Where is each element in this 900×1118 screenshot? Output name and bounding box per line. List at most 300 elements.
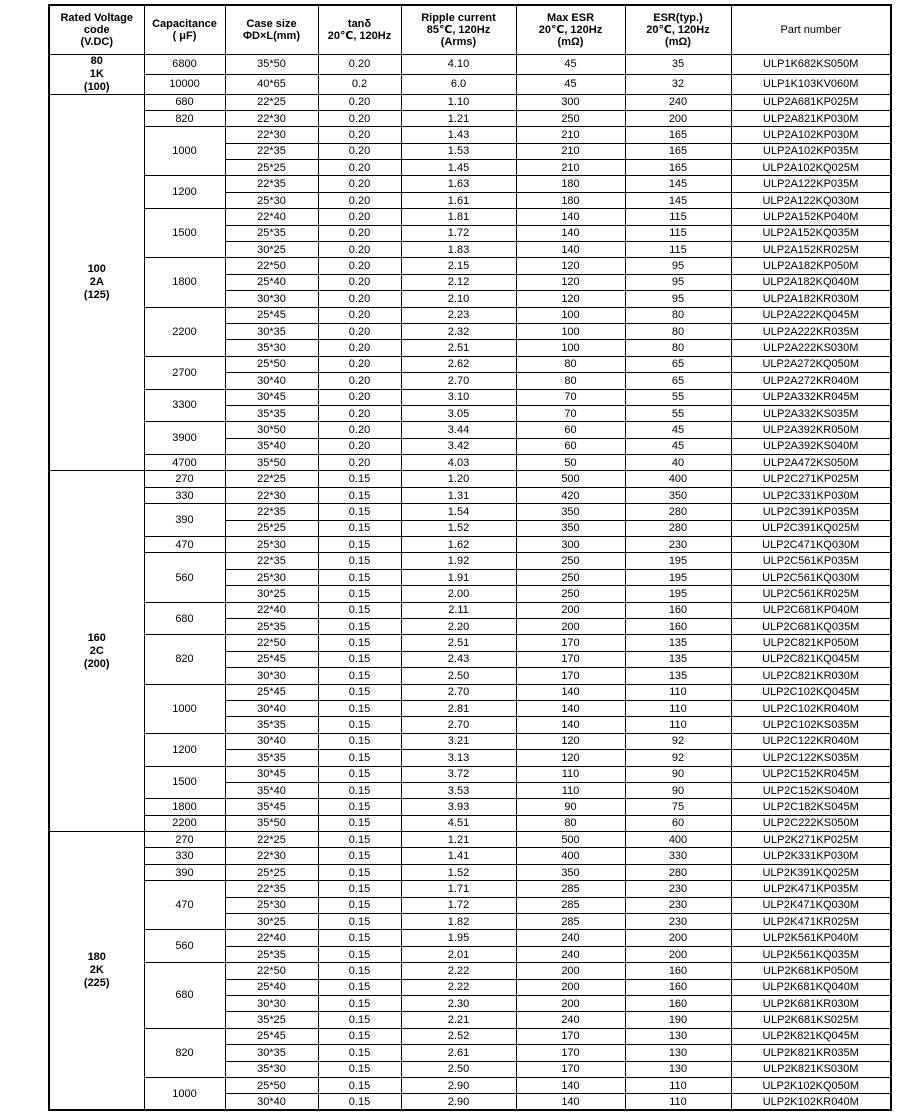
table-row xyxy=(49,127,891,143)
capacitance-cell: 1500 xyxy=(144,209,225,258)
ripple-current-cell: 2.11 xyxy=(401,602,516,618)
rated-voltage-cell: 100 2A (125) xyxy=(49,94,144,471)
header-part-number: Part number xyxy=(731,5,891,54)
case-size-cell: 22*30 xyxy=(225,127,318,143)
tan-delta-cell: 0.20 xyxy=(318,356,401,372)
capacitor-spec-table xyxy=(48,4,892,1111)
tan-delta-cell: 0.20 xyxy=(318,192,401,208)
ripple-current-cell: 1.52 xyxy=(401,864,516,880)
capacitance-cell: 2700 xyxy=(144,356,225,389)
case-size-cell: 30*25 xyxy=(225,914,318,930)
part-number-cell: ULP1K103KV060M xyxy=(731,74,891,94)
capacitance-cell: 470 xyxy=(144,537,225,553)
ripple-current-cell: 1.92 xyxy=(401,553,516,569)
capacitance-cell: 6800 xyxy=(144,54,225,74)
esr-typ-cell: 130 xyxy=(625,1061,731,1077)
esr-typ-cell: 190 xyxy=(625,1012,731,1028)
case-size-cell: 30*25 xyxy=(225,242,318,258)
esr-typ-cell: 195 xyxy=(625,586,731,602)
table-row xyxy=(49,602,891,618)
ripple-current-cell: 1.95 xyxy=(401,930,516,946)
esr-typ-cell: 135 xyxy=(625,635,731,651)
capacitance-cell: 270 xyxy=(144,471,225,487)
tan-delta-cell: 0.15 xyxy=(318,619,401,635)
max-esr-cell: 200 xyxy=(516,963,625,979)
part-number-cell: ULP2A332KR045M xyxy=(731,389,891,405)
max-esr-cell: 250 xyxy=(516,110,625,126)
case-size-cell: 35*50 xyxy=(225,815,318,831)
esr-typ-cell: 65 xyxy=(625,356,731,372)
max-esr-cell: 45 xyxy=(516,54,625,74)
max-esr-cell: 350 xyxy=(516,520,625,536)
esr-typ-cell: 230 xyxy=(625,897,731,913)
esr-typ-cell: 160 xyxy=(625,963,731,979)
max-esr-cell: 170 xyxy=(516,1028,625,1044)
tan-delta-cell: 0.20 xyxy=(318,455,401,471)
case-size-cell: 22*40 xyxy=(225,930,318,946)
max-esr-cell: 80 xyxy=(516,815,625,831)
table-row xyxy=(49,389,891,405)
esr-typ-cell: 350 xyxy=(625,487,731,503)
esr-typ-cell: 55 xyxy=(625,389,731,405)
tan-delta-cell: 0.15 xyxy=(318,487,401,503)
case-size-cell: 22*25 xyxy=(225,94,318,110)
esr-typ-cell: 280 xyxy=(625,504,731,520)
header-row xyxy=(49,5,891,54)
case-size-cell: 35*45 xyxy=(225,799,318,815)
esr-typ-cell: 80 xyxy=(625,340,731,356)
tan-delta-cell: 0.15 xyxy=(318,602,401,618)
max-esr-cell: 250 xyxy=(516,569,625,585)
max-esr-cell: 120 xyxy=(516,274,625,290)
header-max-esr: Max ESR 20℃, 120Hz (mΩ) xyxy=(516,5,625,54)
part-number-cell: ULP2A222KS030M xyxy=(731,340,891,356)
capacitance-cell: 680 xyxy=(144,963,225,1029)
ripple-current-cell: 1.52 xyxy=(401,520,516,536)
case-size-cell: 30*30 xyxy=(225,668,318,684)
tan-delta-cell: 0.15 xyxy=(318,1012,401,1028)
esr-typ-cell: 115 xyxy=(625,209,731,225)
case-size-cell: 35*30 xyxy=(225,1061,318,1077)
ripple-current-cell: 1.62 xyxy=(401,537,516,553)
tan-delta-cell: 0.15 xyxy=(318,930,401,946)
max-esr-cell: 170 xyxy=(516,1045,625,1061)
ripple-current-cell: 2.15 xyxy=(401,258,516,274)
esr-typ-cell: 400 xyxy=(625,471,731,487)
tan-delta-cell: 0.15 xyxy=(318,815,401,831)
part-number-cell: ULP2C681KQ035M xyxy=(731,619,891,635)
part-number-cell: ULP2C391KQ025M xyxy=(731,520,891,536)
tan-delta-cell: 0.15 xyxy=(318,832,401,848)
max-esr-cell: 170 xyxy=(516,668,625,684)
max-esr-cell: 200 xyxy=(516,995,625,1011)
max-esr-cell: 120 xyxy=(516,291,625,307)
max-esr-cell: 350 xyxy=(516,864,625,880)
max-esr-cell: 120 xyxy=(516,750,625,766)
table-row xyxy=(49,307,891,323)
table-row xyxy=(49,553,891,569)
tan-delta-cell: 0.15 xyxy=(318,651,401,667)
capacitance-cell: 2200 xyxy=(144,307,225,356)
ripple-current-cell: 1.21 xyxy=(401,110,516,126)
ripple-current-cell: 4.03 xyxy=(401,455,516,471)
tan-delta-cell: 0.20 xyxy=(318,291,401,307)
esr-typ-cell: 195 xyxy=(625,553,731,569)
esr-typ-cell: 165 xyxy=(625,160,731,176)
max-esr-cell: 80 xyxy=(516,356,625,372)
capacitance-cell: 680 xyxy=(144,602,225,635)
tan-delta-cell: 0.15 xyxy=(318,979,401,995)
part-number-cell: ULP2A272KR040M xyxy=(731,373,891,389)
case-size-cell: 22*25 xyxy=(225,471,318,487)
ripple-current-cell: 1.91 xyxy=(401,569,516,585)
capacitance-cell: 820 xyxy=(144,1028,225,1077)
case-size-cell: 22*35 xyxy=(225,143,318,159)
table-row xyxy=(49,110,891,126)
table-row xyxy=(49,1077,891,1093)
case-size-cell: 22*40 xyxy=(225,602,318,618)
tan-delta-cell: 0.15 xyxy=(318,684,401,700)
rated-voltage-cell: 180 2K (225) xyxy=(49,832,144,1111)
case-size-cell: 25*25 xyxy=(225,864,318,880)
rated-voltage-cell: 160 2C (200) xyxy=(49,471,144,832)
case-size-cell: 22*30 xyxy=(225,487,318,503)
ripple-current-cell: 2.22 xyxy=(401,979,516,995)
case-size-cell: 30*40 xyxy=(225,373,318,389)
part-number-cell: ULP2A182KP050M xyxy=(731,258,891,274)
ripple-current-cell: 2.90 xyxy=(401,1077,516,1093)
table-row xyxy=(49,537,891,553)
case-size-cell: 30*30 xyxy=(225,995,318,1011)
table-row xyxy=(49,733,891,749)
esr-typ-cell: 90 xyxy=(625,766,731,782)
esr-typ-cell: 110 xyxy=(625,717,731,733)
ripple-current-cell: 2.12 xyxy=(401,274,516,290)
table-row xyxy=(49,209,891,225)
ripple-current-cell: 1.61 xyxy=(401,192,516,208)
part-number-cell: ULP2C102KS035M xyxy=(731,717,891,733)
tan-delta-cell: 0.15 xyxy=(318,717,401,733)
case-size-cell: 35*25 xyxy=(225,1012,318,1028)
header-rated-voltage: Rated Voltage code (V.DC) xyxy=(49,5,144,54)
max-esr-cell: 120 xyxy=(516,258,625,274)
part-number-cell: ULP2A122KQ030M xyxy=(731,192,891,208)
case-size-cell: 35*35 xyxy=(225,405,318,421)
max-esr-cell: 140 xyxy=(516,1094,625,1110)
ripple-current-cell: 2.23 xyxy=(401,307,516,323)
case-size-cell: 25*45 xyxy=(225,1028,318,1044)
tan-delta-cell: 0.20 xyxy=(318,143,401,159)
tan-delta-cell: 0.15 xyxy=(318,504,401,520)
esr-typ-cell: 110 xyxy=(625,1094,731,1110)
esr-typ-cell: 90 xyxy=(625,782,731,798)
table-row xyxy=(49,455,891,471)
capacitance-cell: 390 xyxy=(144,864,225,880)
tan-delta-cell: 0.15 xyxy=(318,700,401,716)
tan-delta-cell: 0.20 xyxy=(318,54,401,74)
esr-typ-cell: 45 xyxy=(625,438,731,454)
part-number-cell: ULP2A182KQ040M xyxy=(731,274,891,290)
case-size-cell: 25*35 xyxy=(225,619,318,635)
tan-delta-cell: 0.15 xyxy=(318,897,401,913)
tan-delta-cell: 0.15 xyxy=(318,782,401,798)
max-esr-cell: 420 xyxy=(516,487,625,503)
ripple-current-cell: 2.10 xyxy=(401,291,516,307)
esr-typ-cell: 110 xyxy=(625,700,731,716)
part-number-cell: ULP2C561KP035M xyxy=(731,553,891,569)
ripple-current-cell: 2.81 xyxy=(401,700,516,716)
tan-delta-cell: 0.15 xyxy=(318,471,401,487)
part-number-cell: ULP2C471KQ030M xyxy=(731,537,891,553)
case-size-cell: 25*30 xyxy=(225,569,318,585)
ripple-current-cell: 1.20 xyxy=(401,471,516,487)
ripple-current-cell: 4.51 xyxy=(401,815,516,831)
ripple-current-cell: 1.54 xyxy=(401,504,516,520)
max-esr-cell: 300 xyxy=(516,94,625,110)
tan-delta-cell: 0.20 xyxy=(318,258,401,274)
capacitance-cell: 1000 xyxy=(144,684,225,733)
esr-typ-cell: 55 xyxy=(625,405,731,421)
max-esr-cell: 140 xyxy=(516,700,625,716)
part-number-cell: ULP2A821KP030M xyxy=(731,110,891,126)
esr-typ-cell: 145 xyxy=(625,192,731,208)
ripple-current-cell: 3.13 xyxy=(401,750,516,766)
max-esr-cell: 70 xyxy=(516,389,625,405)
table-row xyxy=(49,815,891,831)
part-number-cell: ULP2K391KQ025M xyxy=(731,864,891,880)
ripple-current-cell: 3.93 xyxy=(401,799,516,815)
table-row xyxy=(49,864,891,880)
esr-typ-cell: 35 xyxy=(625,54,731,74)
max-esr-cell: 170 xyxy=(516,651,625,667)
tan-delta-cell: 0.20 xyxy=(318,323,401,339)
ripple-current-cell: 2.51 xyxy=(401,635,516,651)
part-number-cell: ULP2A122KP035M xyxy=(731,176,891,192)
ripple-current-cell: 1.81 xyxy=(401,209,516,225)
esr-typ-cell: 110 xyxy=(625,684,731,700)
max-esr-cell: 300 xyxy=(516,537,625,553)
capacitance-cell: 3900 xyxy=(144,422,225,455)
max-esr-cell: 285 xyxy=(516,914,625,930)
table-row xyxy=(49,422,891,438)
max-esr-cell: 400 xyxy=(516,848,625,864)
case-size-cell: 30*35 xyxy=(225,1045,318,1061)
table-row xyxy=(49,1028,891,1044)
part-number-cell: ULP2C391KP035M xyxy=(731,504,891,520)
part-number-cell: ULP2K331KP030M xyxy=(731,848,891,864)
ripple-current-cell: 2.43 xyxy=(401,651,516,667)
esr-typ-cell: 165 xyxy=(625,127,731,143)
max-esr-cell: 90 xyxy=(516,799,625,815)
ripple-current-cell: 2.22 xyxy=(401,963,516,979)
table-row xyxy=(49,176,891,192)
tan-delta-cell: 0.20 xyxy=(318,94,401,110)
capacitance-cell: 560 xyxy=(144,930,225,963)
table-row xyxy=(49,766,891,782)
capacitance-cell: 1000 xyxy=(144,1077,225,1110)
tan-delta-cell: 0.20 xyxy=(318,176,401,192)
tan-delta-cell: 0.15 xyxy=(318,881,401,897)
max-esr-cell: 170 xyxy=(516,635,625,651)
capacitance-cell: 1000 xyxy=(144,127,225,176)
max-esr-cell: 50 xyxy=(516,455,625,471)
ripple-current-cell: 1.83 xyxy=(401,242,516,258)
ripple-current-cell: 2.50 xyxy=(401,668,516,684)
ripple-current-cell: 1.31 xyxy=(401,487,516,503)
esr-typ-cell: 80 xyxy=(625,323,731,339)
max-esr-cell: 180 xyxy=(516,176,625,192)
tan-delta-cell: 0.15 xyxy=(318,1061,401,1077)
part-number-cell: ULP2A332KS035M xyxy=(731,405,891,421)
table-row xyxy=(49,504,891,520)
esr-typ-cell: 95 xyxy=(625,258,731,274)
esr-typ-cell: 135 xyxy=(625,668,731,684)
esr-typ-cell: 92 xyxy=(625,733,731,749)
case-size-cell: 22*50 xyxy=(225,258,318,274)
max-esr-cell: 240 xyxy=(516,930,625,946)
case-size-cell: 25*30 xyxy=(225,897,318,913)
max-esr-cell: 120 xyxy=(516,733,625,749)
max-esr-cell: 200 xyxy=(516,602,625,618)
tan-delta-cell: 0.20 xyxy=(318,307,401,323)
ripple-current-cell: 3.53 xyxy=(401,782,516,798)
esr-typ-cell: 195 xyxy=(625,569,731,585)
case-size-cell: 30*35 xyxy=(225,323,318,339)
esr-typ-cell: 95 xyxy=(625,274,731,290)
esr-typ-cell: 130 xyxy=(625,1028,731,1044)
capacitance-cell: 2200 xyxy=(144,815,225,831)
part-number-cell: ULP2A152KR025M xyxy=(731,242,891,258)
tan-delta-cell: 0.15 xyxy=(318,520,401,536)
tan-delta-cell: 0.15 xyxy=(318,668,401,684)
case-size-cell: 35*40 xyxy=(225,782,318,798)
max-esr-cell: 60 xyxy=(516,438,625,454)
ripple-current-cell: 2.70 xyxy=(401,684,516,700)
max-esr-cell: 170 xyxy=(516,1061,625,1077)
tan-delta-cell: 0.15 xyxy=(318,733,401,749)
tan-delta-cell: 0.20 xyxy=(318,110,401,126)
max-esr-cell: 140 xyxy=(516,717,625,733)
case-size-cell: 30*50 xyxy=(225,422,318,438)
max-esr-cell: 285 xyxy=(516,881,625,897)
esr-typ-cell: 135 xyxy=(625,651,731,667)
max-esr-cell: 45 xyxy=(516,74,625,94)
capacitance-cell: 560 xyxy=(144,553,225,602)
tan-delta-cell: 0.20 xyxy=(318,389,401,405)
ripple-current-cell: 1.41 xyxy=(401,848,516,864)
tan-delta-cell: 0.15 xyxy=(318,750,401,766)
case-size-cell: 25*50 xyxy=(225,356,318,372)
tan-delta-cell: 0.20 xyxy=(318,340,401,356)
max-esr-cell: 80 xyxy=(516,373,625,389)
tan-delta-cell: 0.20 xyxy=(318,438,401,454)
ripple-current-cell: 2.20 xyxy=(401,619,516,635)
max-esr-cell: 350 xyxy=(516,504,625,520)
part-number-cell: ULP2A472KS050M xyxy=(731,455,891,471)
ripple-current-cell: 2.01 xyxy=(401,946,516,962)
ripple-current-cell: 2.51 xyxy=(401,340,516,356)
esr-typ-cell: 230 xyxy=(625,881,731,897)
tan-delta-cell: 0.20 xyxy=(318,225,401,241)
max-esr-cell: 140 xyxy=(516,684,625,700)
table-row xyxy=(49,94,891,110)
case-size-cell: 30*45 xyxy=(225,766,318,782)
capacitance-cell: 470 xyxy=(144,881,225,930)
ripple-current-cell: 2.52 xyxy=(401,1028,516,1044)
max-esr-cell: 210 xyxy=(516,127,625,143)
case-size-cell: 40*65 xyxy=(225,74,318,94)
ripple-current-cell: 3.44 xyxy=(401,422,516,438)
tan-delta-cell: 0.20 xyxy=(318,160,401,176)
part-number-cell: ULP2K102KQ050M xyxy=(731,1077,891,1093)
case-size-cell: 25*35 xyxy=(225,946,318,962)
ripple-current-cell: 1.72 xyxy=(401,225,516,241)
case-size-cell: 30*40 xyxy=(225,733,318,749)
tan-delta-cell: 0.15 xyxy=(318,569,401,585)
capacitance-cell: 820 xyxy=(144,110,225,126)
tan-delta-cell: 0.15 xyxy=(318,848,401,864)
case-size-cell: 25*25 xyxy=(225,160,318,176)
tan-delta-cell: 0.20 xyxy=(318,373,401,389)
ripple-current-cell: 2.90 xyxy=(401,1094,516,1110)
table-row xyxy=(49,487,891,503)
tan-delta-cell: 0.15 xyxy=(318,1094,401,1110)
case-size-cell: 22*35 xyxy=(225,176,318,192)
esr-typ-cell: 165 xyxy=(625,143,731,159)
case-size-cell: 35*50 xyxy=(225,54,318,74)
ripple-current-cell: 2.62 xyxy=(401,356,516,372)
part-number-cell: ULP2C681KP040M xyxy=(731,602,891,618)
esr-typ-cell: 75 xyxy=(625,799,731,815)
tan-delta-cell: 0.15 xyxy=(318,1045,401,1061)
ripple-current-cell: 6.0 xyxy=(401,74,516,94)
part-number-cell: ULP2K102KR040M xyxy=(731,1094,891,1110)
case-size-cell: 35*40 xyxy=(225,438,318,454)
esr-typ-cell: 45 xyxy=(625,422,731,438)
esr-typ-cell: 40 xyxy=(625,455,731,471)
part-number-cell: ULP2A152KQ035M xyxy=(731,225,891,241)
tan-delta-cell: 0.15 xyxy=(318,553,401,569)
part-number-cell: ULP2A392KS040M xyxy=(731,438,891,454)
capacitance-cell: 680 xyxy=(144,94,225,110)
capacitance-cell: 1500 xyxy=(144,766,225,799)
ripple-current-cell: 1.71 xyxy=(401,881,516,897)
case-size-cell: 30*45 xyxy=(225,389,318,405)
tan-delta-cell: 0.20 xyxy=(318,274,401,290)
table-row xyxy=(49,881,891,897)
esr-typ-cell: 200 xyxy=(625,930,731,946)
tan-delta-cell: 0.20 xyxy=(318,405,401,421)
ripple-current-cell: 2.00 xyxy=(401,586,516,602)
max-esr-cell: 100 xyxy=(516,340,625,356)
case-size-cell: 22*35 xyxy=(225,553,318,569)
esr-typ-cell: 160 xyxy=(625,619,731,635)
table-row xyxy=(49,930,891,946)
ripple-current-cell: 3.72 xyxy=(401,766,516,782)
capacitance-cell: 10000 xyxy=(144,74,225,94)
tan-delta-cell: 0.15 xyxy=(318,799,401,815)
capacitance-cell: 270 xyxy=(144,832,225,848)
max-esr-cell: 140 xyxy=(516,1077,625,1093)
ripple-current-cell: 3.42 xyxy=(401,438,516,454)
case-size-cell: 35*35 xyxy=(225,750,318,766)
esr-typ-cell: 115 xyxy=(625,225,731,241)
capacitance-cell: 820 xyxy=(144,635,225,684)
part-number-cell: ULP2C182KS045M xyxy=(731,799,891,815)
case-size-cell: 22*35 xyxy=(225,881,318,897)
table-row xyxy=(49,54,891,74)
case-size-cell: 25*45 xyxy=(225,684,318,700)
